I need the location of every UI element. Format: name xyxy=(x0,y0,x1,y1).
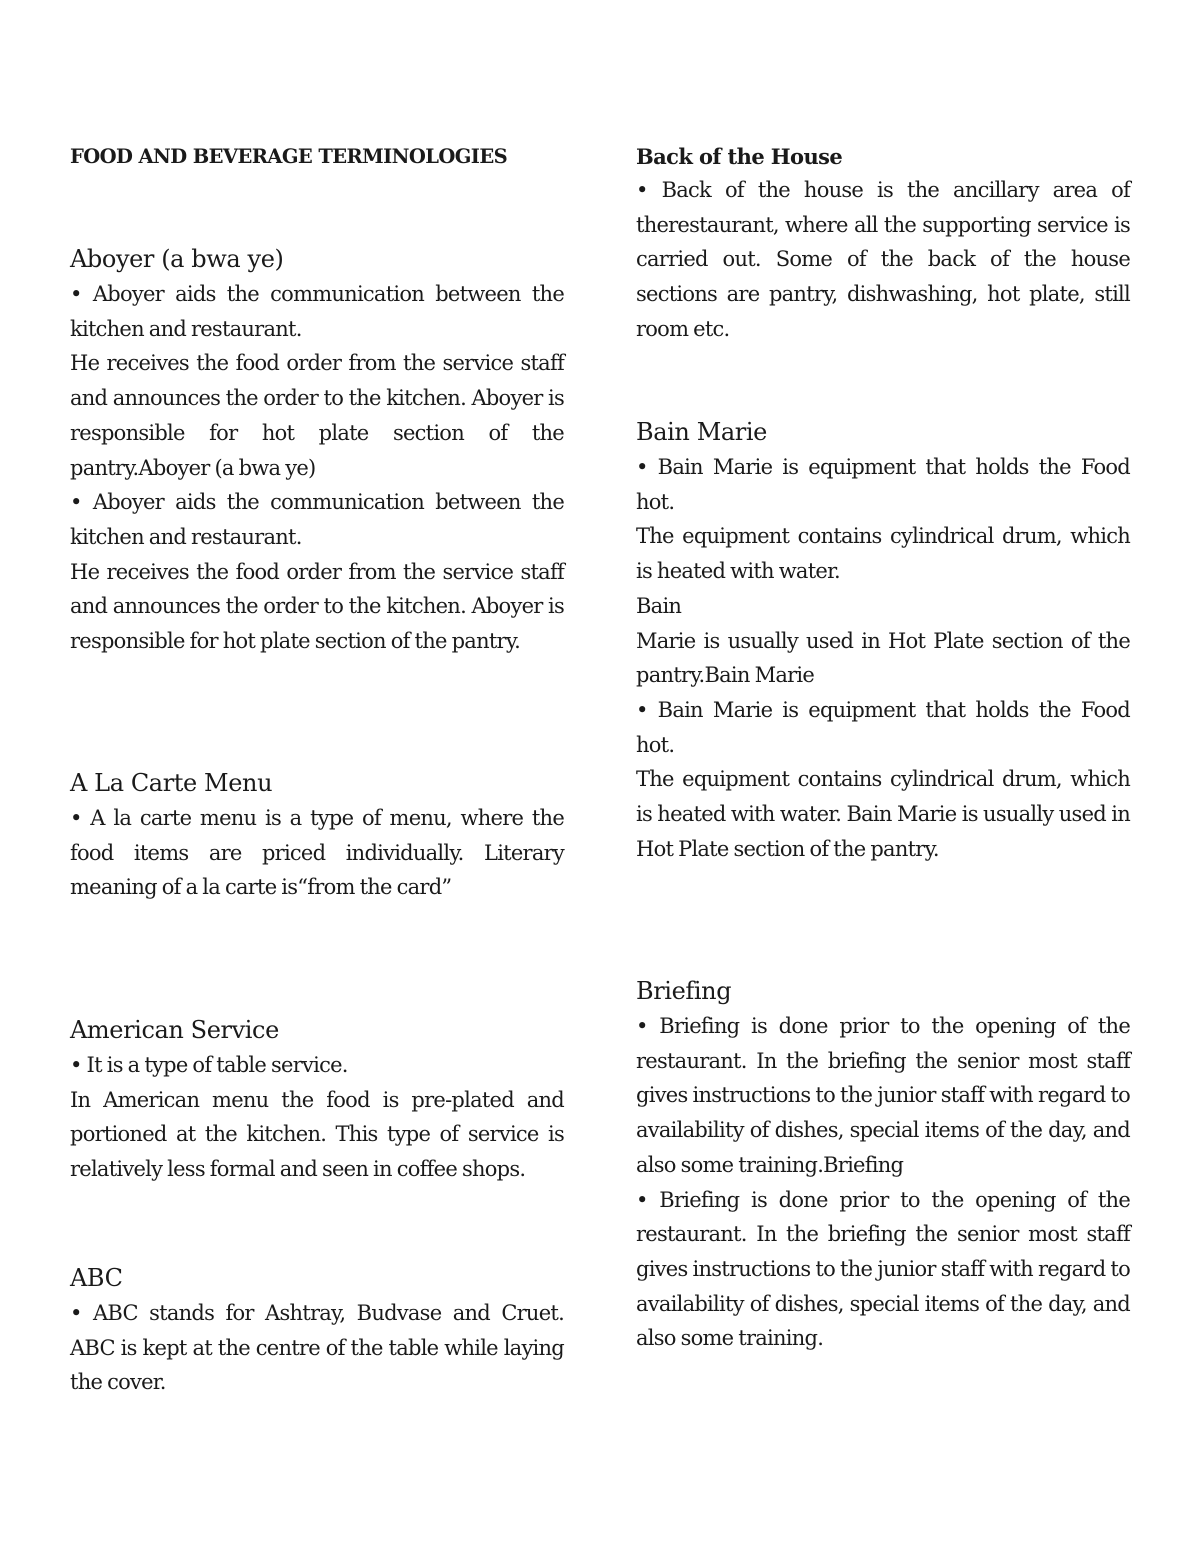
bain-marie-paragraph-5: • Bain Marie is equipment that holds the Food hot. xyxy=(636,697,1130,757)
bain-marie-paragraph-1: • Bain Marie is equipment that holds the Food hot. xyxy=(636,455,1130,514)
american-service-paragraph-1: • It is a type of table service. xyxy=(70,1053,348,1077)
section-american-service xyxy=(70,1014,564,1187)
abc-heading: ABC xyxy=(70,1264,123,1292)
back-of-house-heading: Back of the House xyxy=(636,144,843,169)
section-abc xyxy=(70,1262,564,1400)
section-bain-marie xyxy=(636,416,1130,866)
briefing-paragraph-2: • Briefing is done prior to the opening of the restaurant. In the briefing the senior most staff gives instructions to the junior staff with regard to availability of dishes, special items of the day, and also some training. xyxy=(636,1187,1130,1351)
bain-marie-paragraph-4: Marie is usually used in Hot Plate section of the pantry.Bain Marie xyxy=(636,628,1130,688)
bain-marie-heading: Bain Marie xyxy=(636,418,767,446)
aboyer-paragraph-3: • Aboyer aids the communication between the kitchen and restaurant. xyxy=(70,490,564,549)
aboyer-paragraph-1: • Aboyer aids the communication between the kitchen and restaurant. xyxy=(70,282,564,341)
bain-marie-paragraph-6: The equipment contains cylindrical drum, which is heated with water. Bain Marie is usually used in Hot Plate section of the pantry. xyxy=(636,767,1130,861)
section-briefing xyxy=(636,975,1130,1356)
american-service-paragraph-2: In American menu the food is pre-plated and portioned at the kitchen. This type of service is relatively less formal and seen in coffee shops. xyxy=(70,1087,564,1182)
a-la-carte-heading: A La Carte Menu xyxy=(70,769,273,797)
back-of-house-paragraph-1: • Back of the house is the ancillary area of therestaurant, where all the supporting service is carried out. Some of the back of the house sections are pantry, dishwashing, hot plate, still room etc. xyxy=(636,178,1130,341)
bain-marie-paragraph-2: The equipment contains cylindrical drum, which is heated with water. xyxy=(636,524,1130,584)
aboyer-paragraph-4: He receives the food order from the service staff and announces the order to the kitchen. Aboyer is responsible for hot plate section of the pantry. xyxy=(70,559,564,654)
section-a-la-carte xyxy=(70,767,564,905)
bain-marie-paragraph-3: Bain xyxy=(636,593,682,618)
section-aboyer xyxy=(70,243,564,659)
briefing-heading: Briefing xyxy=(636,977,732,1005)
a-la-carte-paragraph-1: • A la carte menu is a type of menu, where the food items are priced individually. Literary meaning of a la carte is“from the card” xyxy=(70,806,564,900)
briefing-paragraph-1: • Briefing is done prior to the opening of the restaurant. In the briefing the senior most staff gives instructions to the junior staff with regard to availability of dishes, special items of the day, and also some training.Briefing xyxy=(636,1014,1130,1177)
american-service-heading: American Service xyxy=(70,1016,279,1044)
document-title: FOOD AND BEVERAGE TERMINOLOGIES xyxy=(70,145,508,168)
section-back-of-house xyxy=(636,141,1130,347)
abc-paragraph-1: • ABC stands for Ashtray, Budvase and Cruet. ABC is kept at the centre of the table while laying the cover. xyxy=(70,1301,564,1395)
aboyer-heading: Aboyer (a bwa ye) xyxy=(70,245,284,273)
aboyer-paragraph-2: He receives the food order from the service staff and announces the order to the kitchen. Aboyer is responsible for hot plate section of the pantry.Aboyer (a bwa ye) xyxy=(70,351,564,480)
